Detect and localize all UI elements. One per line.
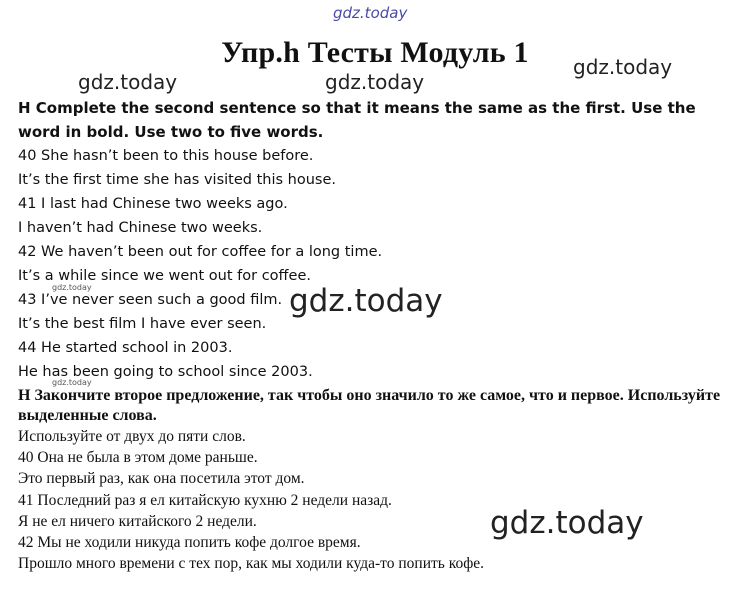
russian-line: Прошло много времени с тех пор, как мы ходили куда-то попить кофе. xyxy=(18,555,484,573)
english-line: It’s the best film I have ever seen. xyxy=(18,316,267,332)
watermark-large: gdz.today xyxy=(289,283,443,319)
russian-line: 40 Она не была в этом доме раньше. xyxy=(18,449,258,467)
english-line: 43 I’ve never seen such a good film. xyxy=(18,292,283,308)
english-instruction: H Complete the second sentence so that it means the same as the first. Use the word in bold. Use two to five words. xyxy=(18,99,696,141)
watermark-left: gdz.today xyxy=(78,70,178,94)
page-title: Упр.h Тесты Модуль 1 xyxy=(221,36,529,69)
russian-section xyxy=(18,386,738,574)
watermark-small: gdz.today xyxy=(52,283,92,292)
english-line: It’s the first time she has visited this house. xyxy=(18,172,336,188)
russian-line: Это первый раз, как она посетила этот дом. xyxy=(18,470,305,488)
english-line: 41 I last had Chinese two weeks ago. xyxy=(18,196,288,212)
english-line: 40 She hasn’t been to this house before. xyxy=(18,148,314,164)
watermark-small: gdz.today xyxy=(52,378,92,387)
english-line: I haven’t had Chinese two weeks. xyxy=(18,220,263,236)
russian-line: 42 Мы не ходили никуда попить кофе долгое время. xyxy=(18,534,361,552)
russian-instruction: Н Закончите второе предложение, так чтобы оно значило то же самое, что и первое. Используйте выделенные слова. xyxy=(18,387,721,424)
english-line: 44 He started school in 2003. xyxy=(18,340,233,356)
russian-line: 41 Последний раз я ел китайскую кухню 2 недели назад. xyxy=(18,491,392,509)
russian-line: Используйте от двух до пяти слов. xyxy=(18,428,246,445)
watermark-center: gdz.today xyxy=(325,70,425,94)
english-line: 42 We haven’t been out for coffee for a long time. xyxy=(18,244,383,260)
watermark-right: gdz.today xyxy=(573,55,673,79)
watermark-top: gdz.today xyxy=(333,4,408,22)
watermark-large: gdz.today xyxy=(490,505,644,541)
english-line: He has been going to school since 2003. xyxy=(18,364,313,380)
english-section xyxy=(18,96,738,384)
english-line: It’s a while since we went out for coffee. xyxy=(18,268,311,284)
russian-line: Я не ел ничего китайского 2 недели. xyxy=(18,512,257,530)
